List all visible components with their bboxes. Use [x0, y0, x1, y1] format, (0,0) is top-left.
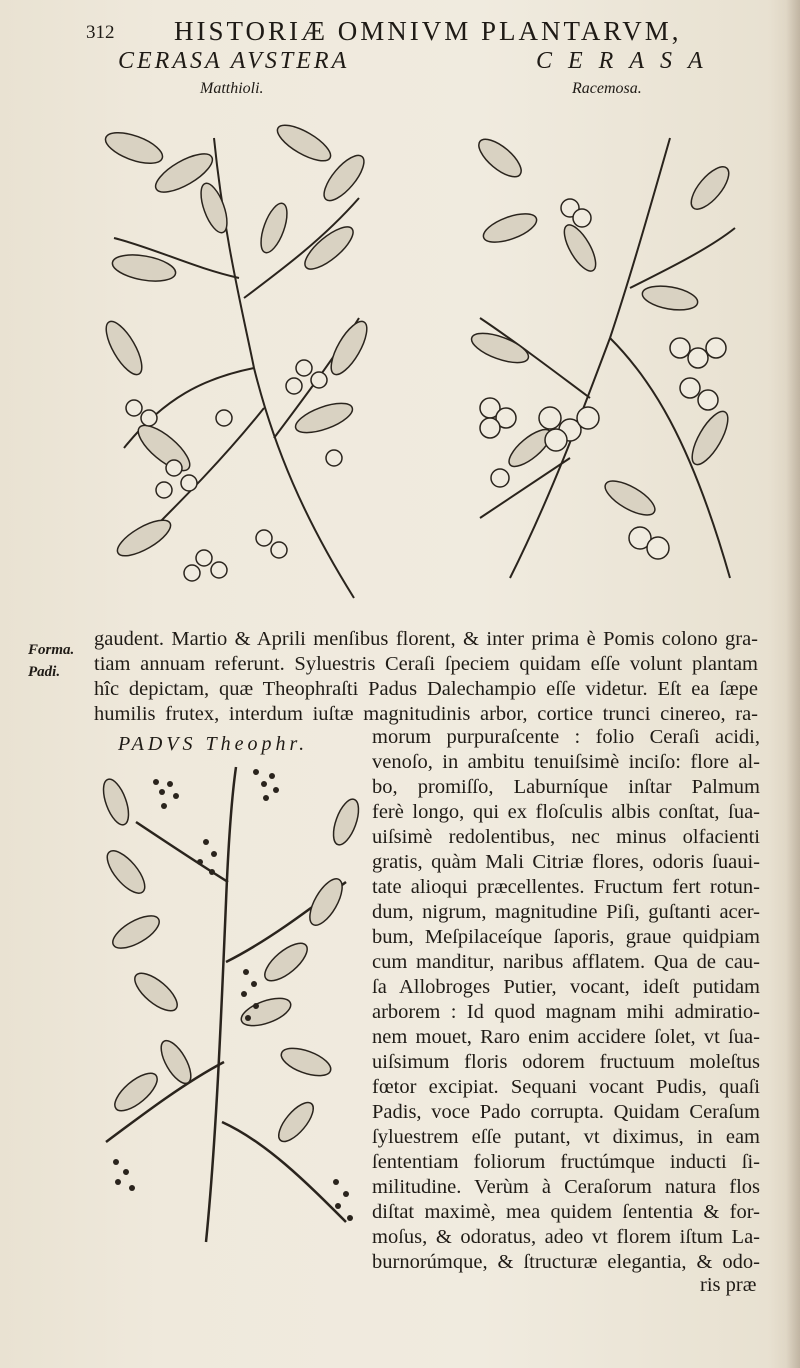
text-line: militudine. Verùm à Ceraſorum natura flos: [372, 1176, 760, 1198]
text-line: diſtat maximè, mea quidem ſententia & for-: [372, 1201, 760, 1223]
text-line: uiſsimum floris odorem fructuum moleſtus: [372, 1051, 760, 1073]
text-line: ſyluestrem eſſe putant, vt diximus, in eam: [372, 1126, 760, 1148]
left-figure-subtitle: Matthioli.: [200, 80, 264, 97]
text-line: arborem : Id quod magnam mihi admiratio-: [372, 1001, 760, 1023]
text-line: humilis frutex, interdum iuſtæ magnitudinis arbor, cortice trunci cinereo, ra-: [94, 703, 758, 725]
text-line: dum, nigrum, magnitudine Piſi, guſtanti acer-: [372, 901, 760, 923]
text-line: tiam annuam referunt. Syluestris Ceraſi ſpeciem quidam eſſe volunt plantam: [94, 653, 758, 675]
running-title: HISTORIÆ OMNIVM PLANTARVM,: [174, 16, 682, 46]
right-figure-title: CERASA: [536, 48, 719, 74]
text-line: cum manditur, naribus afflatem. Qua de cau-: [372, 951, 760, 973]
right-figure-subtitle: Racemosa.: [572, 80, 642, 97]
margin-note-padi: Padi.: [28, 664, 61, 680]
catchword-line: ris præ: [700, 1274, 757, 1296]
text-line: venoſo, in ambitu tenuiſsimè inciſo: flore al-: [372, 751, 760, 773]
text-line: gaudent. Martio & Aprili menſibus florent, & inter prima è Pomis colono gra-: [94, 628, 758, 650]
page-number: 312: [86, 22, 115, 43]
text-line: hîc depictam, quæ Theophraſti Padus Dalechampio eſſe videtur. Eſt ea ſæpe: [94, 678, 758, 700]
text-line: morum purpuraſcente : folio Ceraſi acidi,: [372, 726, 760, 748]
text-line: burnorúmque, & ſtructuræ elegantia, & odo-: [372, 1251, 760, 1273]
cerasa-racemosa-woodcut: [470, 118, 742, 590]
text-line: Padis, voce Pado corrupta. Quidam Ceraſum: [372, 1101, 760, 1123]
padus-figure-title: PADVS Theophr.: [118, 733, 309, 755]
text-line: ferè longo, qui ex floſculis albis conſtat, ſua-: [372, 801, 760, 823]
text-line: moſus, & odoratus, adeo vt florem iſtum La-: [372, 1226, 760, 1248]
text-line: ſa Allobroges Putier, vocant, ideſt putidam: [372, 976, 760, 998]
text-line: uiſsimè redolentibus, nec minus olfacienti: [372, 826, 760, 848]
page-edge-shadow: [786, 0, 800, 1368]
text-line: bo, promiſſo, Laburníque inſtar Palmum: [372, 776, 760, 798]
text-line: tate alioqui præcellentes. Fructum fert rotun-: [372, 876, 760, 898]
text-line: fœtor excipiat. Sequani vocant Pudis, quaſi: [372, 1076, 760, 1098]
page-header: [86, 12, 686, 52]
text-line: nem mouet, Raro enim accidere ſolet, vt ſua-: [372, 1026, 760, 1048]
padus-woodcut: [96, 762, 362, 1246]
text-line: ſententiam foliorum fructúmque inducti ſi-: [372, 1151, 760, 1173]
left-figure-title: CERASA AVSTERA: [118, 48, 350, 74]
text-line: bum, Meſpilaceíque ſaporis, graue quidpiam: [372, 926, 760, 948]
text-line: gratis, quàm Mali Citriæ flores, odoris ſuaui-: [372, 851, 760, 873]
cerasa-austera-woodcut: [104, 118, 372, 604]
margin-note-forma: Forma.: [28, 642, 75, 658]
